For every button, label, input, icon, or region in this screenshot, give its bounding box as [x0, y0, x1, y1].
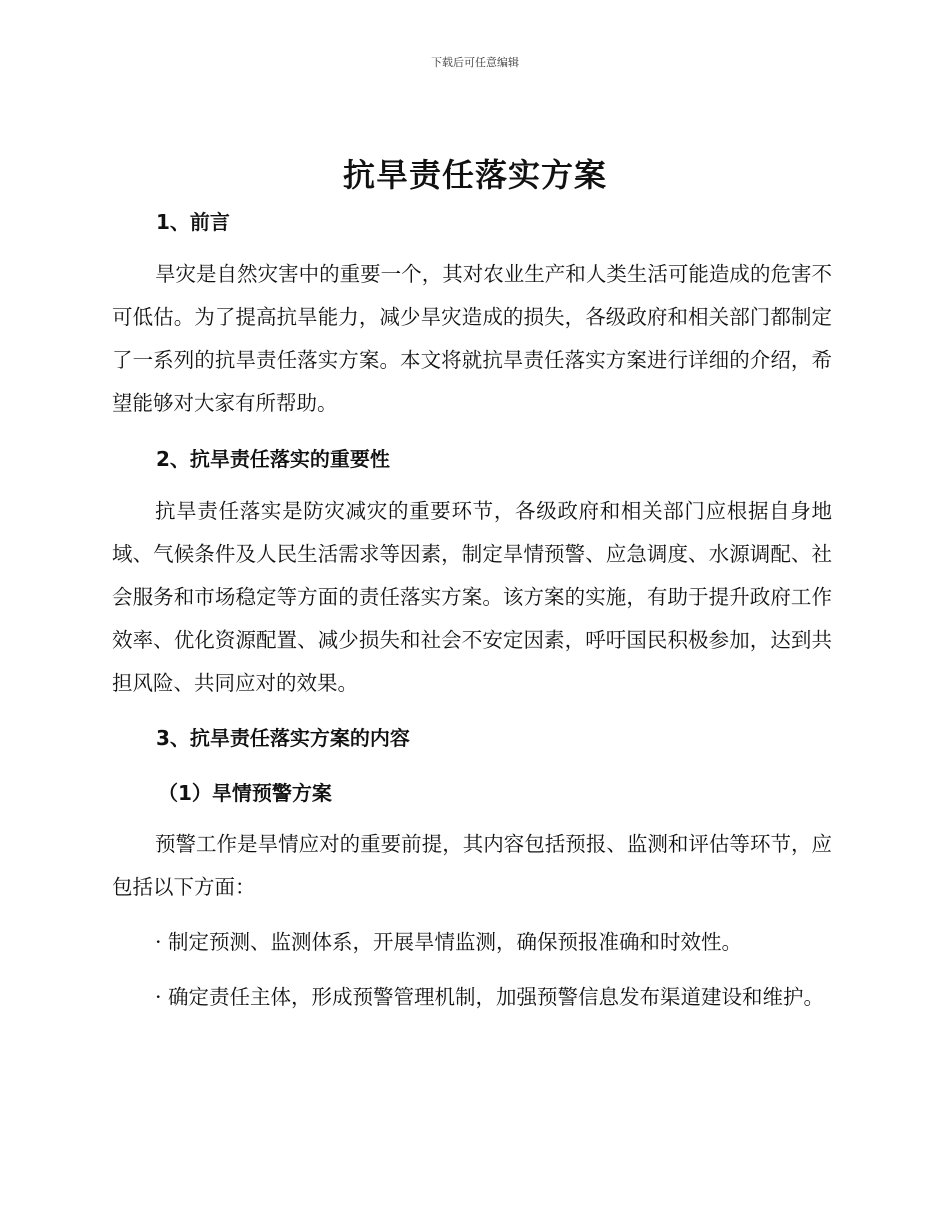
section-paragraph-foreword: 旱灾是自然灾害中的重要一个，其对农业生产和人类生活可能造成的危害不可低估。为了提高抗旱能力，减少旱灾造成的损失，各级政府和相关部门都制定了一系列的抗旱责任落实方案。本文将就抗旱责任落实方案进行详细的介绍，希望能够对大家有所帮助。 [112, 262, 832, 415]
section-heading-content: 3、抗旱责任落实方案的内容 [156, 726, 410, 750]
subsection-intro-paragraph: 预警工作是旱情应对的重要前提，其内容包括预报、监测和评估等环节，应包括以下方面： [112, 832, 832, 899]
section-paragraph-importance: 抗旱责任落实是防灾减灾的重要环节，各级政府和相关部门应根据自身地域、气候条件及人民生活需求等因素，制定旱情预警、应急调度、水源调配、社会服务和市场稳定等方面的责任落实方案。该方案的实施，有助于提升政府工作效率、优化资源配置、减少损失和社会不安定因素，呼吁国民积极参加，达到共担风险、共同应对的效果。 [112, 499, 832, 695]
page-header-note: 下载后可任意编辑 [431, 56, 519, 69]
section-heading-foreword: 1、前言 [156, 210, 230, 234]
section-heading-importance: 2、抗旱责任落实的重要性 [156, 447, 390, 471]
bullet-item-monitoring: · 制定预测、监测体系，开展旱情监测，确保预报准确和时效性。 [155, 930, 743, 954]
subsection-heading-warning: （1）旱情预警方案 [158, 781, 332, 805]
document-title: 抗旱责任落实方案 [342, 156, 607, 194]
bullet-item-responsibility: · 确定责任主体，形成预警管理机制，加强预警信息发布渠道建设和维护。 [155, 985, 825, 1009]
